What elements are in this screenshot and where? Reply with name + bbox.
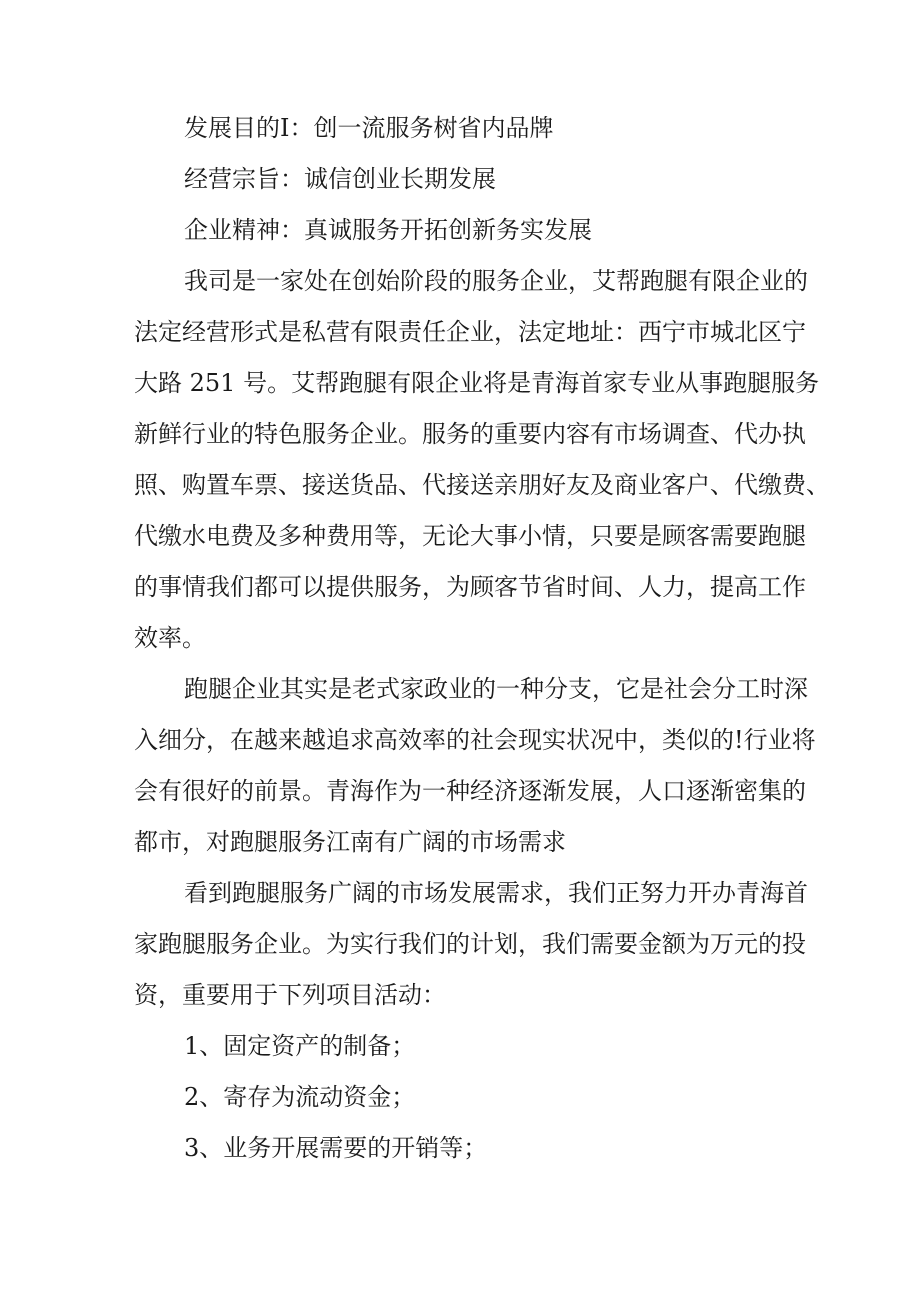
paragraph-line: 资，重要用于下列项目活动： <box>134 981 446 1009</box>
company-overview-paragraph <box>134 265 830 654</box>
paragraph-line: 家跑腿服务企业。为实行我们的计划，我们需要金额为万元的投 <box>134 930 806 958</box>
paragraph-line: 看到跑腿服务广阔的市场发展需求，我们正努力开办青海首 <box>184 879 808 907</box>
paragraph-line: 都市，对跑腿服务江南有广阔的市场需求 <box>134 828 566 856</box>
investment-paragraph <box>134 877 810 1011</box>
company-spirit-line: 企业精神：真诚服务开拓创新务实发展 <box>184 216 592 244</box>
market-outlook-paragraph <box>134 673 816 858</box>
business-purpose-line: 经营宗旨：诚信创业长期发展 <box>184 165 496 193</box>
paragraph-line: 入细分，在越来越追求高效率的社会现实状况中，类似的!行业将 <box>134 726 816 754</box>
document-body <box>134 112 830 1183</box>
paragraph-line: 效率。 <box>134 624 206 652</box>
paragraph-line: 新鲜行业的特色服务企业。服务的重要内容有市场调查、代办执 <box>134 420 806 448</box>
paragraph-line: 法定经营形式是私营有限责任企业，法定地址：西宁市城北区宁 <box>134 318 806 346</box>
paragraph-line: 跑腿企业其实是老式家政业的一种分支，它是社会分工时深 <box>184 675 808 703</box>
paragraph-line: 我司是一家处在创始阶段的服务企业，艾帮跑腿有限企业的 <box>184 267 808 295</box>
paragraph-line: 的事情我们都可以提供服务，为顾客节省时间、人力，提高工作 <box>134 573 806 601</box>
paragraph-line: 会有很好的前景。青海作为一种经济逐渐发展，人口逐渐密集的 <box>134 777 806 805</box>
development-goal-line: 发展目的Ⅰ：创一流服务树省内品牌 <box>184 114 554 142</box>
list-item: 2、寄存为流动资金； <box>184 1083 416 1111</box>
list-item: 3、业务开展需要的开销等； <box>184 1134 488 1162</box>
list-item: 1、固定资产的制备； <box>184 1032 416 1060</box>
paragraph-line: 照、购置车票、接送货品、代接送亲朋好友及商业客户、代缴费、 <box>134 471 830 499</box>
paragraph-line: 大路 251 号。艾帮跑腿有限企业将是青海首家专业从事跑腿服务 <box>134 369 820 397</box>
paragraph-line: 代缴水电费及多种费用等，无论大事小情，只要是顾客需要跑腿 <box>134 522 806 550</box>
